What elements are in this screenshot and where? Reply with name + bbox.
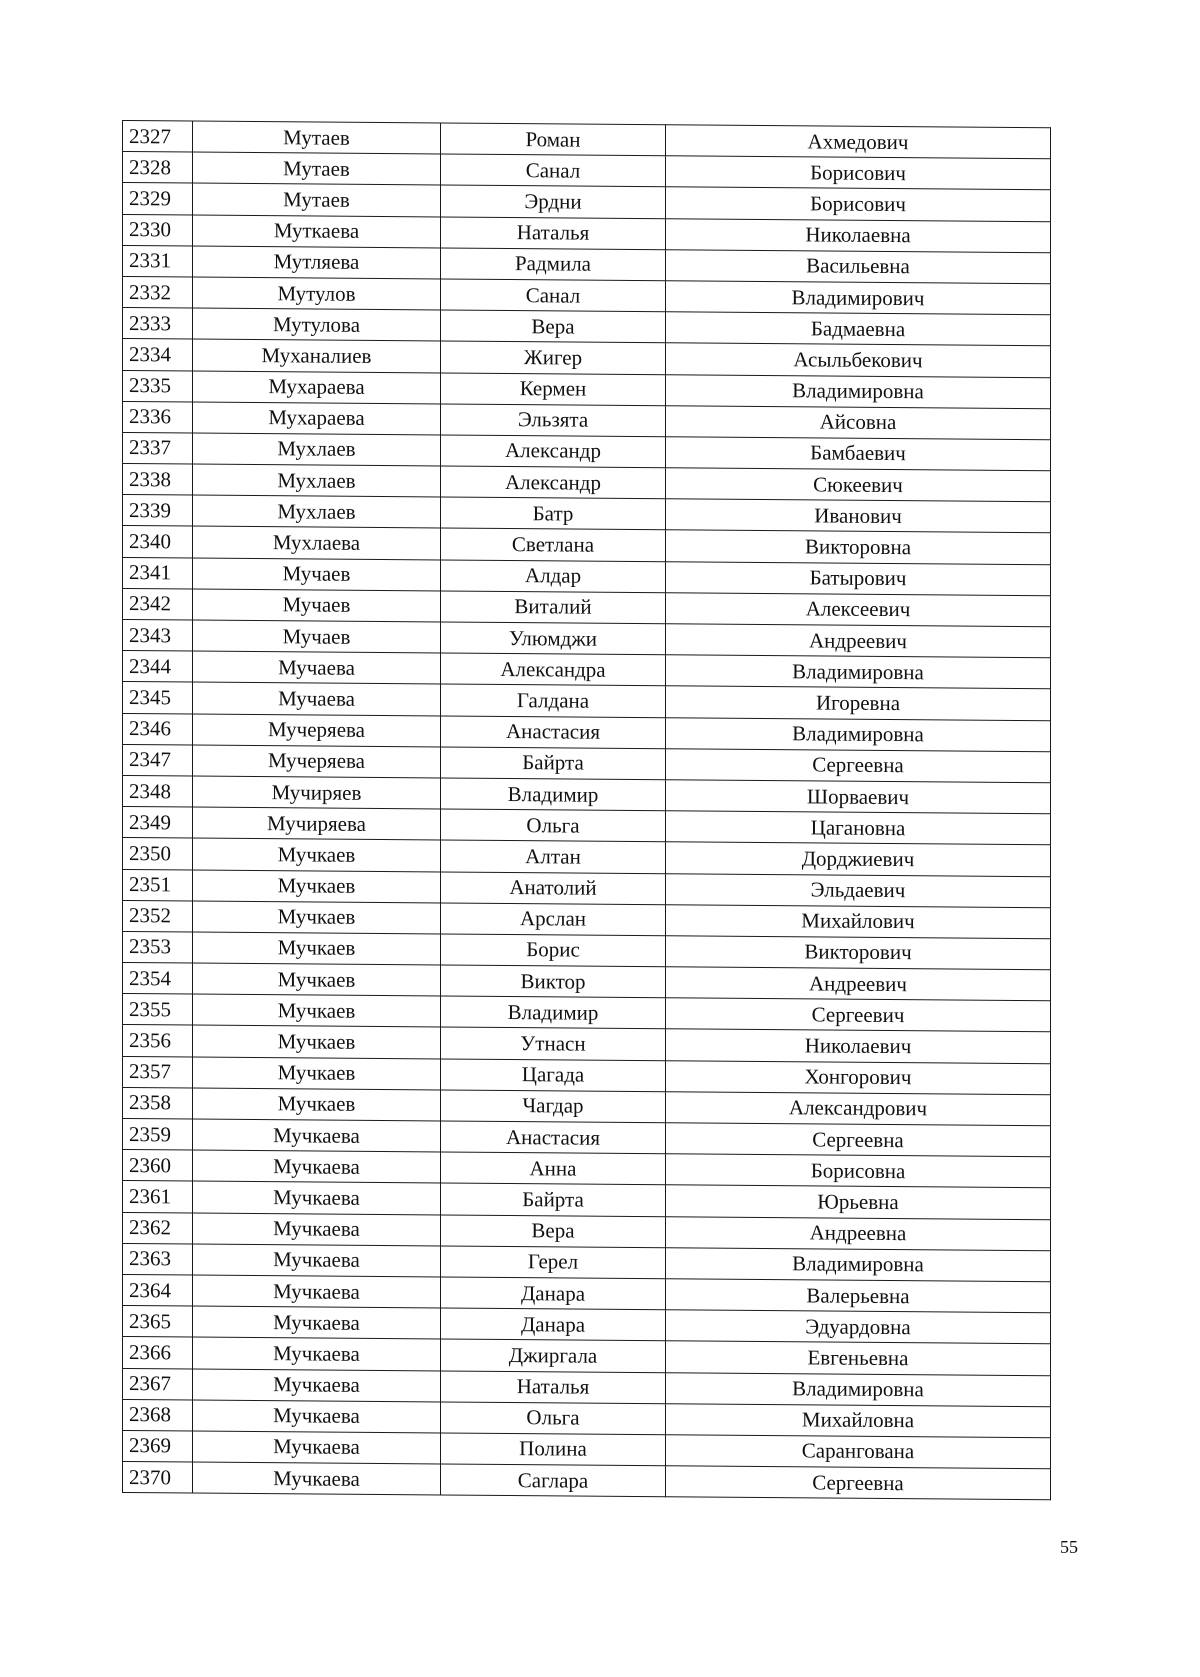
row-number-cell: 2337 xyxy=(123,432,193,464)
first-name-cell: Алтан xyxy=(441,840,666,873)
last-name-cell: Мухлаев xyxy=(193,433,441,466)
patronymic-cell: Михайлович xyxy=(666,904,1051,938)
last-name-cell: Мучкаева xyxy=(193,1462,441,1495)
row-number-cell: 2358 xyxy=(123,1087,193,1119)
first-name-cell: Владимир xyxy=(441,778,666,811)
patronymic-cell: Викторович xyxy=(666,936,1051,970)
first-name-cell: Утнасн xyxy=(441,1027,666,1060)
last-name-cell: Мучаев xyxy=(193,589,441,622)
row-number-cell: 2360 xyxy=(123,1150,193,1182)
first-name-cell: Саглара xyxy=(441,1464,666,1497)
row-number-cell: 2336 xyxy=(123,401,193,433)
first-name-cell: Жигер xyxy=(441,341,666,374)
patronymic-cell: Николаевич xyxy=(666,1029,1051,1063)
last-name-cell: Мучкаев xyxy=(193,963,441,996)
first-name-cell: Герел xyxy=(441,1246,666,1279)
patronymic-cell: Эльдаевич xyxy=(666,873,1051,907)
last-name-cell: Мучеряева xyxy=(193,745,441,778)
first-name-cell: Вера xyxy=(441,310,666,343)
row-number-cell: 2331 xyxy=(123,245,193,277)
last-name-cell: Мутулов xyxy=(193,277,441,310)
row-number-cell: 2348 xyxy=(123,775,193,807)
last-name-cell: Мучкаева xyxy=(193,1244,441,1277)
patronymic-cell: Юрьевна xyxy=(666,1185,1051,1219)
last-name-cell: Мутулова xyxy=(193,308,441,341)
patronymic-cell: Батырович xyxy=(666,561,1051,595)
first-name-cell: Байрта xyxy=(441,1183,666,1216)
row-number-cell: 2357 xyxy=(123,1056,193,1088)
row-number-cell: 2350 xyxy=(123,838,193,870)
row-number-cell: 2366 xyxy=(123,1337,193,1369)
last-name-cell: Мучаева xyxy=(193,682,441,715)
row-number-cell: 2341 xyxy=(123,557,193,589)
last-name-cell: Мутаев xyxy=(193,152,441,185)
last-name-cell: Мучаев xyxy=(193,558,441,591)
first-name-cell: Батр xyxy=(441,497,666,530)
last-name-cell: Мухлаев xyxy=(193,464,441,497)
last-name-cell: Мучкаев xyxy=(193,870,441,903)
first-name-cell: Анна xyxy=(441,1152,666,1185)
row-number-cell: 2342 xyxy=(123,588,193,620)
first-name-cell: Александра xyxy=(441,653,666,686)
patronymic-cell: Владимирович xyxy=(666,281,1051,315)
row-number-cell: 2344 xyxy=(123,651,193,683)
document-sheet xyxy=(122,120,1050,1501)
last-name-cell: Мучкаева xyxy=(193,1369,441,1402)
first-name-cell: Ольга xyxy=(441,1402,666,1435)
last-name-cell: Мучкаева xyxy=(193,1431,441,1464)
patronymic-cell: Дорджиевич xyxy=(666,842,1051,876)
first-name-cell: Наталья xyxy=(441,1371,666,1404)
row-number-cell: 2346 xyxy=(123,713,193,745)
patronymic-cell: Алексеевич xyxy=(666,593,1051,627)
first-name-cell: Цагада xyxy=(441,1059,666,1092)
patronymic-cell: Хонгорович xyxy=(666,1060,1051,1094)
patronymic-cell: Владимировна xyxy=(666,1248,1051,1282)
last-name-cell: Мучкаев xyxy=(193,994,441,1027)
first-name-cell: Эрдни xyxy=(441,185,666,218)
names-table xyxy=(122,120,1051,1501)
patronymic-cell: Владимировна xyxy=(666,374,1051,408)
last-name-cell: Мучаева xyxy=(193,651,441,684)
patronymic-cell: Сергеевна xyxy=(666,1466,1051,1500)
patronymic-cell: Борисович xyxy=(666,187,1051,221)
first-name-cell: Анастасия xyxy=(441,716,666,749)
last-name-cell: Мучкаева xyxy=(193,1150,441,1183)
last-name-cell: Мучкаев xyxy=(193,901,441,934)
row-number-cell: 2370 xyxy=(123,1462,193,1494)
patronymic-cell: Иванович xyxy=(666,499,1051,533)
patronymic-cell: Николаевна xyxy=(666,218,1051,252)
row-number-cell: 2356 xyxy=(123,1025,193,1057)
first-name-cell: Виктор xyxy=(441,965,666,998)
last-name-cell: Мучкаев xyxy=(193,932,441,965)
last-name-cell: Мучкаева xyxy=(193,1306,441,1339)
last-name-cell: Мучиряева xyxy=(193,807,441,840)
patronymic-cell: Сарангована xyxy=(666,1435,1051,1469)
row-number-cell: 2354 xyxy=(123,963,193,995)
row-number-cell: 2352 xyxy=(123,900,193,932)
first-name-cell: Александр xyxy=(441,466,666,499)
first-name-cell: Александр xyxy=(441,435,666,468)
first-name-cell: Наталья xyxy=(441,217,666,250)
row-number-cell: 2329 xyxy=(123,183,193,215)
first-name-cell: Роман xyxy=(441,123,666,156)
patronymic-cell: Ахмедович xyxy=(666,125,1051,159)
first-name-cell: Ольга xyxy=(441,809,666,842)
last-name-cell: Мутаев xyxy=(193,183,441,216)
table-row xyxy=(123,1462,1051,1500)
patronymic-cell: Шорваевич xyxy=(666,780,1051,814)
patronymic-cell: Александрович xyxy=(666,1092,1051,1126)
patronymic-cell: Владимировна xyxy=(666,1372,1051,1406)
first-name-cell: Байрта xyxy=(441,747,666,780)
patronymic-cell: Цагановна xyxy=(666,811,1051,845)
row-number-cell: 2361 xyxy=(123,1181,193,1213)
first-name-cell: Светлана xyxy=(441,528,666,561)
row-number-cell: 2347 xyxy=(123,744,193,776)
row-number-cell: 2330 xyxy=(123,214,193,246)
first-name-cell: Анатолий xyxy=(441,872,666,905)
row-number-cell: 2327 xyxy=(123,121,193,153)
row-number-cell: 2365 xyxy=(123,1306,193,1338)
patronymic-cell: Айсовна xyxy=(666,405,1051,439)
last-name-cell: Мухлаев xyxy=(193,495,441,528)
patronymic-cell: Борисовна xyxy=(666,1154,1051,1188)
last-name-cell: Муткаева xyxy=(193,215,441,248)
patronymic-cell: Васильевна xyxy=(666,250,1051,284)
patronymic-cell: Борисович xyxy=(666,156,1051,190)
row-number-cell: 2345 xyxy=(123,682,193,714)
first-name-cell: Борис xyxy=(441,934,666,967)
patronymic-cell: Андреевна xyxy=(666,1216,1051,1250)
first-name-cell: Виталий xyxy=(441,591,666,624)
last-name-cell: Мучиряев xyxy=(193,776,441,809)
first-name-cell: Джиргала xyxy=(441,1339,666,1372)
patronymic-cell: Владимировна xyxy=(666,655,1051,689)
patronymic-cell: Валерьевна xyxy=(666,1279,1051,1313)
last-name-cell: Мутляева xyxy=(193,246,441,279)
first-name-cell: Арслан xyxy=(441,903,666,936)
patronymic-cell: Сергеевна xyxy=(666,749,1051,783)
row-number-cell: 2363 xyxy=(123,1243,193,1275)
patronymic-cell: Асыльбекович xyxy=(666,343,1051,377)
last-name-cell: Мучкаева xyxy=(193,1181,441,1214)
patronymic-cell: Бадмаевна xyxy=(666,312,1051,346)
last-name-cell: Мучкаева xyxy=(193,1119,441,1152)
row-number-cell: 2328 xyxy=(123,152,193,184)
row-number-cell: 2333 xyxy=(123,308,193,340)
page-number: 55 xyxy=(1060,1537,1078,1557)
patronymic-cell: Эдуардовна xyxy=(666,1310,1051,1344)
first-name-cell: Радмила xyxy=(441,248,666,281)
first-name-cell: Владимир xyxy=(441,996,666,1029)
first-name-cell: Алдар xyxy=(441,560,666,593)
row-number-cell: 2362 xyxy=(123,1212,193,1244)
first-name-cell: Улюмджи xyxy=(441,622,666,655)
last-name-cell: Мутаев xyxy=(193,121,441,154)
row-number-cell: 2343 xyxy=(123,620,193,652)
patronymic-cell: Викторовна xyxy=(666,530,1051,564)
patronymic-cell: Игоревна xyxy=(666,686,1051,720)
patronymic-cell: Андреевич xyxy=(666,624,1051,658)
patronymic-cell: Сюкеевич xyxy=(666,468,1051,502)
first-name-cell: Кермен xyxy=(441,373,666,406)
row-number-cell: 2334 xyxy=(123,339,193,371)
patronymic-cell: Бамбаевич xyxy=(666,437,1051,471)
row-number-cell: 2353 xyxy=(123,931,193,963)
last-name-cell: Мухлаева xyxy=(193,526,441,559)
row-number-cell: 2349 xyxy=(123,807,193,839)
first-name-cell: Анастасия xyxy=(441,1121,666,1154)
row-number-cell: 2335 xyxy=(123,370,193,402)
row-number-cell: 2339 xyxy=(123,495,193,527)
first-name-cell: Данара xyxy=(441,1277,666,1310)
row-number-cell: 2332 xyxy=(123,276,193,308)
last-name-cell: Мучкаев xyxy=(193,1057,441,1090)
first-name-cell: Полина xyxy=(441,1433,666,1466)
row-number-cell: 2368 xyxy=(123,1399,193,1431)
first-name-cell: Данара xyxy=(441,1308,666,1341)
row-number-cell: 2338 xyxy=(123,464,193,496)
last-name-cell: Мучеряева xyxy=(193,714,441,747)
row-number-cell: 2340 xyxy=(123,526,193,558)
patronymic-cell: Михайловна xyxy=(666,1403,1051,1437)
patronymic-cell: Сергеевна xyxy=(666,1123,1051,1157)
patronymic-cell: Сергеевич xyxy=(666,998,1051,1032)
row-number-cell: 2355 xyxy=(123,994,193,1026)
row-number-cell: 2369 xyxy=(123,1430,193,1462)
row-number-cell: 2351 xyxy=(123,869,193,901)
last-name-cell: Мучкаев xyxy=(193,1088,441,1121)
last-name-cell: Мучкаева xyxy=(193,1213,441,1246)
last-name-cell: Мучкаева xyxy=(193,1400,441,1433)
first-name-cell: Галдана xyxy=(441,684,666,717)
first-name-cell: Санал xyxy=(441,154,666,187)
patronymic-cell: Андреевич xyxy=(666,967,1051,1001)
first-name-cell: Вера xyxy=(441,1215,666,1248)
last-name-cell: Мучкаев xyxy=(193,1025,441,1058)
patronymic-cell: Владимировна xyxy=(666,717,1051,751)
names-table-body xyxy=(123,121,1051,1501)
first-name-cell: Санал xyxy=(441,279,666,312)
row-number-cell: 2359 xyxy=(123,1119,193,1151)
row-number-cell: 2364 xyxy=(123,1274,193,1306)
last-name-cell: Мучаев xyxy=(193,620,441,653)
first-name-cell: Эльзята xyxy=(441,404,666,437)
last-name-cell: Мухараева xyxy=(193,402,441,435)
last-name-cell: Муханалиев xyxy=(193,339,441,372)
first-name-cell: Чагдар xyxy=(441,1090,666,1123)
last-name-cell: Мучкаева xyxy=(193,1337,441,1370)
row-number-cell: 2367 xyxy=(123,1368,193,1400)
last-name-cell: Мучкаева xyxy=(193,1275,441,1308)
patronymic-cell: Евгеньевна xyxy=(666,1341,1051,1375)
last-name-cell: Мухараева xyxy=(193,371,441,404)
last-name-cell: Мучкаев xyxy=(193,838,441,871)
